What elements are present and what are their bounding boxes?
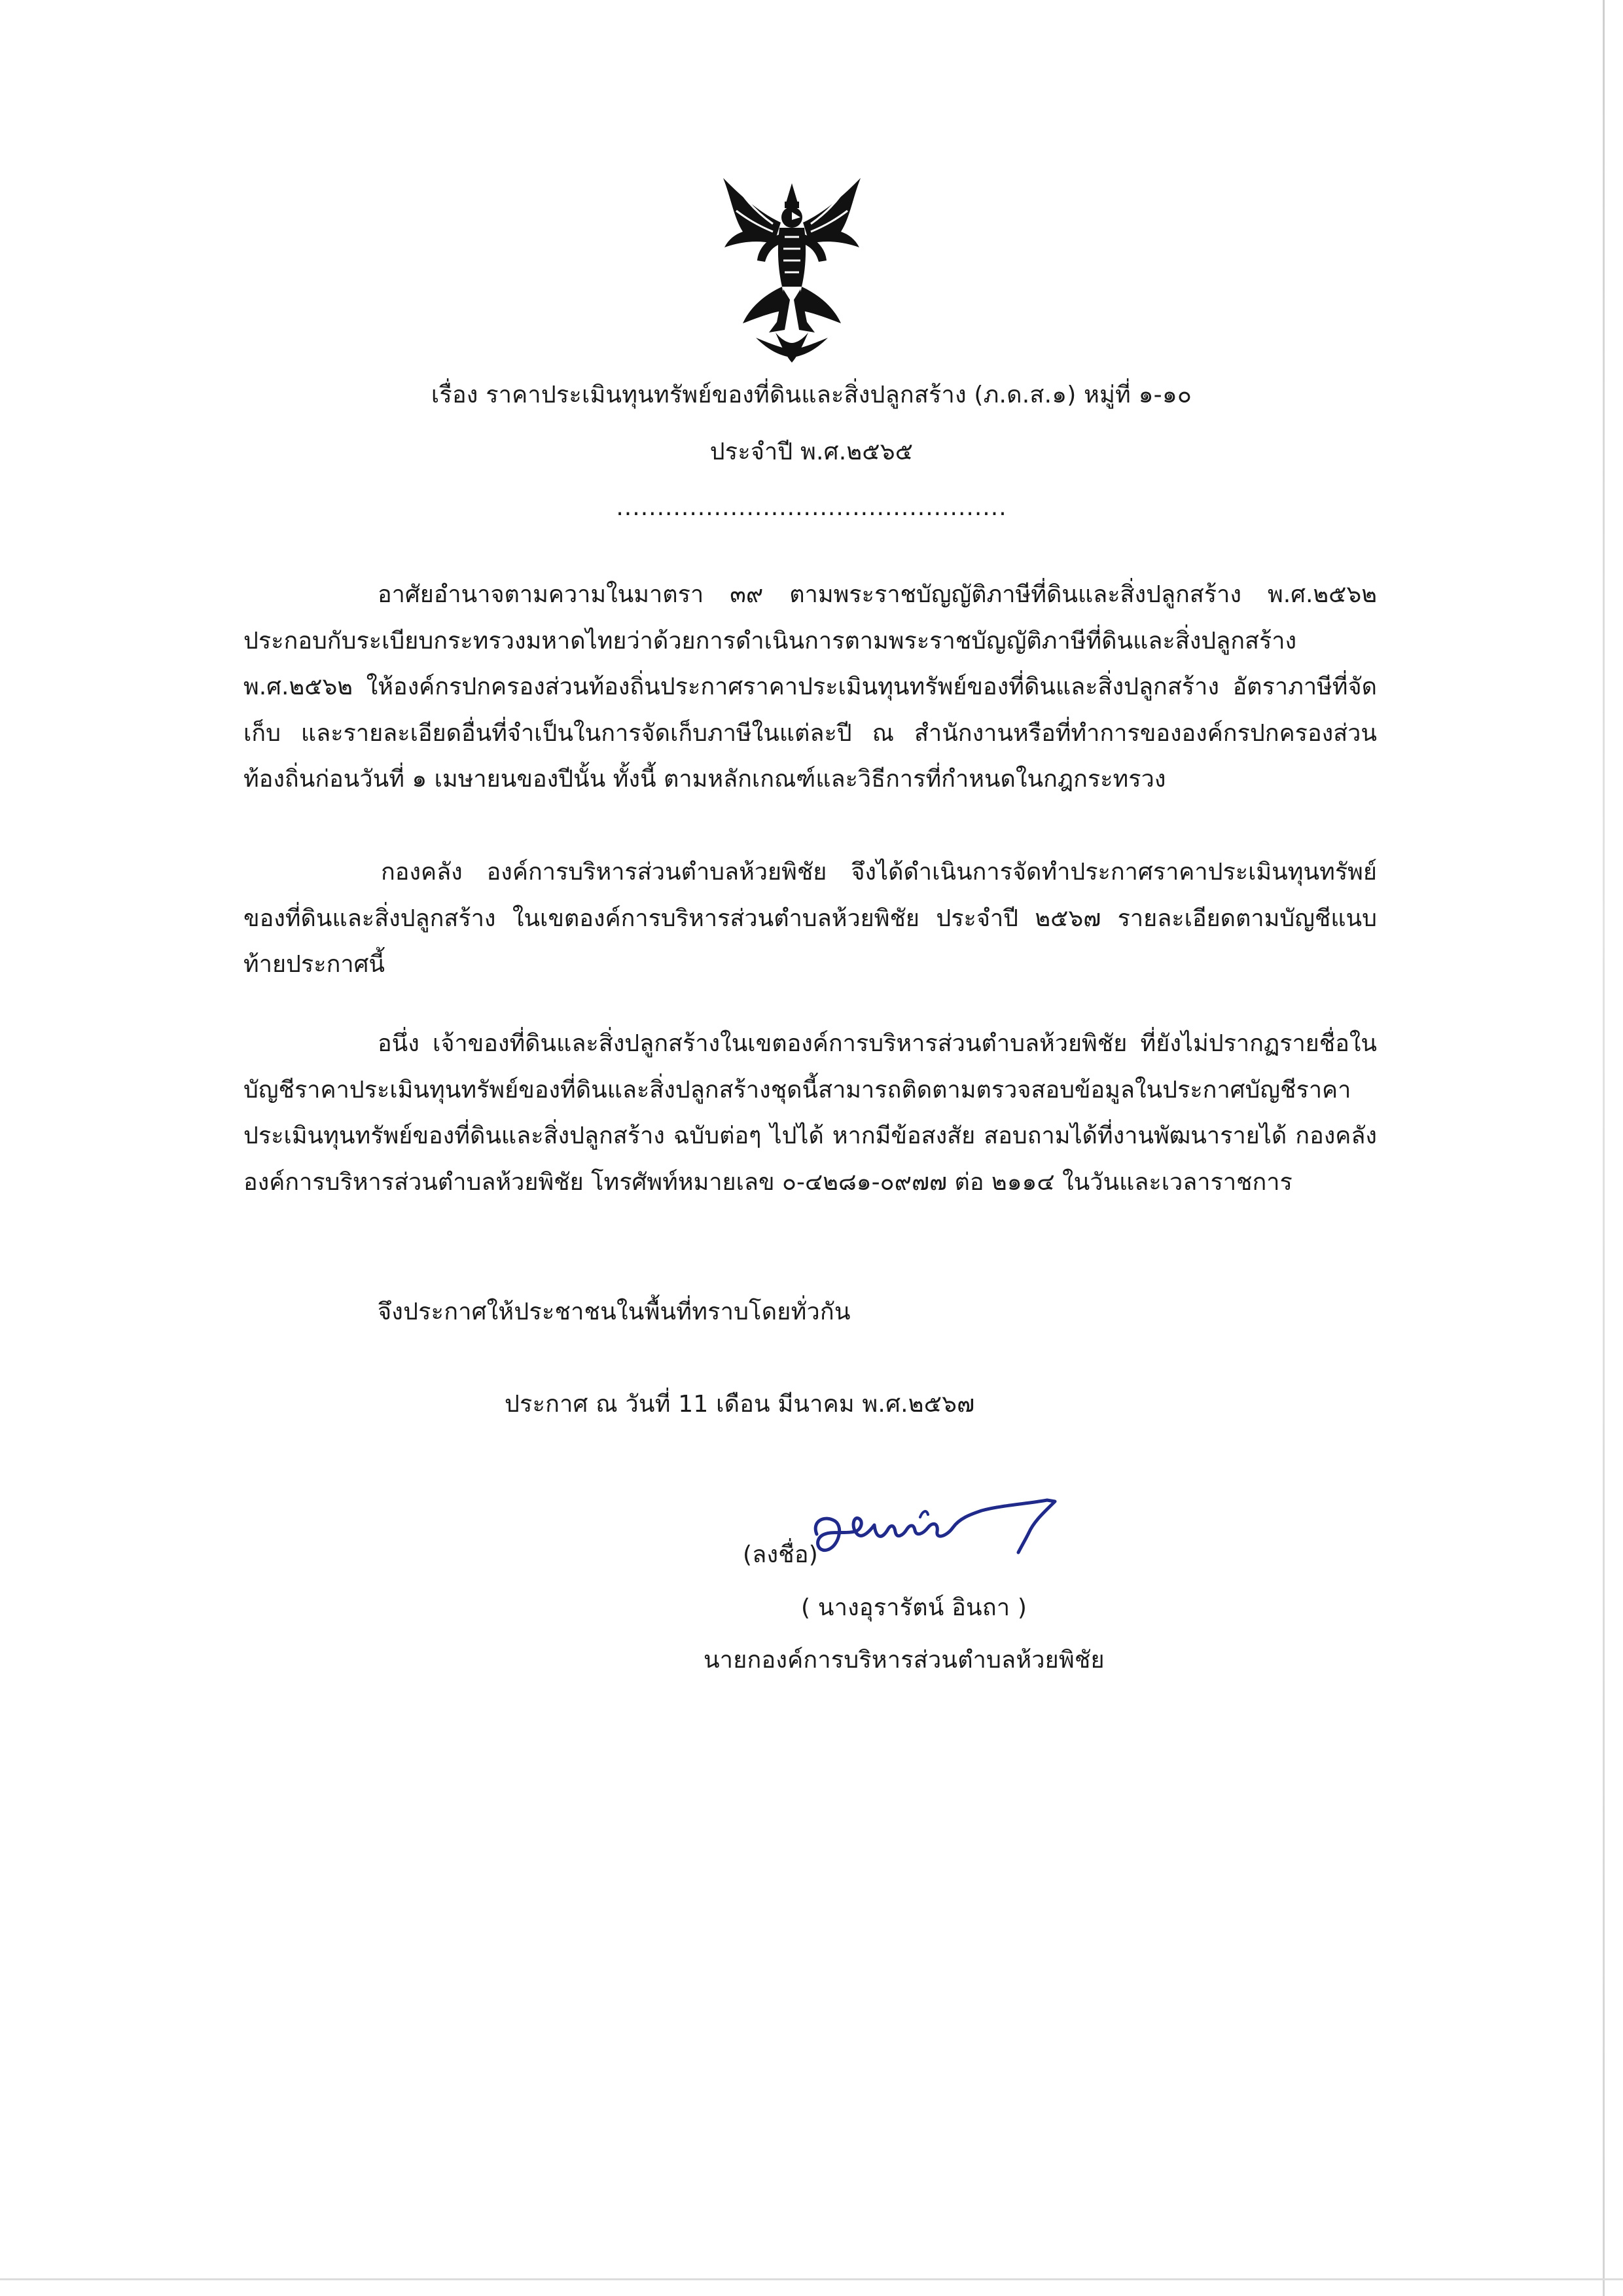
closing-line: จึงประกาศให้ประชาชนในพื้นที่ทราบโดยทั่วกัน — [378, 1299, 851, 1325]
body-paragraph-2: กองคลัง องค์การบริหารส่วนตำบลห้วยพิชัย จึงได้ดำเนินการจัดทำประกาศราคาประเมินทุนทรัพย์ของที่ดินและสิ่งปลูกสร้าง ในเขตองค์การบริหารส่วนตำบลห้วยพิชัย ประจำปี ๒๕๖๗ รายละเอียดตามบัญชีแนบท้ายประกาศนี้ — [243, 859, 1377, 978]
signed-label: (ลงชื่อ) — [743, 1541, 818, 1568]
body-paragraph-1: อาศัยอำนาจตามความในมาตรา ๓๙ ตามพระราชบัญญัติภาษีที่ดินและสิ่งปลูกสร้าง พ.ศ.๒๕๖๒ ประกอบกับระเบียบกระทรวงมหาดไทยว่าด้วยการดำเนินการตามพระราชบัญญัติภาษีที่ดินและสิ่งปลูกสร้าง พ.ศ.๒๕๖๒ ให้องค์กรปกครองส่วนท้องถิ่นประกาศราคาประเมินทุนทรัพย์ของที่ดินและสิ่งปลูกสร้าง อัตราภาษีที่จัดเก็บ และรายละเอียดอื่นที่จำเป็นในการจัดเก็บภาษีในแต่ละปี ณ สำนักงานหรือที่ทำการขององค์กรปกครองส่วนท้องถิ่นก่อนวันที่ ๑ เมษายนของปีนั้น ทั้งนี้ ตามหลักเกณฑ์และวิธีการที่กำหนดในกฎกระทรวง — [243, 581, 1377, 793]
signatory-title: นายกองค์การบริหารส่วนตำบลห้วยพิชัย — [704, 1647, 1105, 1674]
announcement-date: ประกาศ ณ วันที่ 11 เดือน มีนาคม พ.ศ.๒๕๖๗ — [505, 1391, 975, 1418]
signatory-name: ( นางอุรารัตน์ อินถา ) — [801, 1594, 1027, 1621]
garuda-emblem-icon — [717, 171, 867, 368]
year-line: ประจำปี พ.ศ.๒๕๖๕ — [709, 439, 914, 465]
scan-edge-bottom — [0, 2278, 1623, 2280]
subject-line: เรื่อง ราคาประเมินทุนทรัพย์ของที่ดินและสิ่งปลูกสร้าง (ภ.ด.ส.๑) หมู่ที่ ๑-๑๐ — [431, 382, 1192, 408]
separator-dots: ................................................ — [616, 494, 1007, 521]
scan-edge-right — [1603, 0, 1605, 2296]
handwritten-signature — [798, 1495, 1073, 1567]
body-paragraph-3: อนึ่ง เจ้าของที่ดินและสิ่งปลูกสร้างในเขตองค์การบริหารส่วนตำบลห้วยพิชัย ที่ยังไม่ปรากฏรายชื่อในบัญชีราคาประเมินทุนทรัพย์ของที่ดินและสิ่งปลูกสร้างชุดนี้สามารถติดตามตรวจสอบข้อมูลในประกาศบัญชีราคาประเมินทุนทรัพย์ของที่ดินและสิ่งปลูกสร้าง ฉบับต่อๆ ไปได้ หากมีข้อสงสัย สอบถามได้ที่งานพัฒนารายได้ กองคลัง องค์การบริหารส่วนตำบลห้วยพิชัย โทรศัพท์หมายเลข ๐-๔๒๘๑-๐๙๗๗ ต่อ ๒๑๑๔ ในวันและเวลาราชการ — [243, 1030, 1377, 1196]
